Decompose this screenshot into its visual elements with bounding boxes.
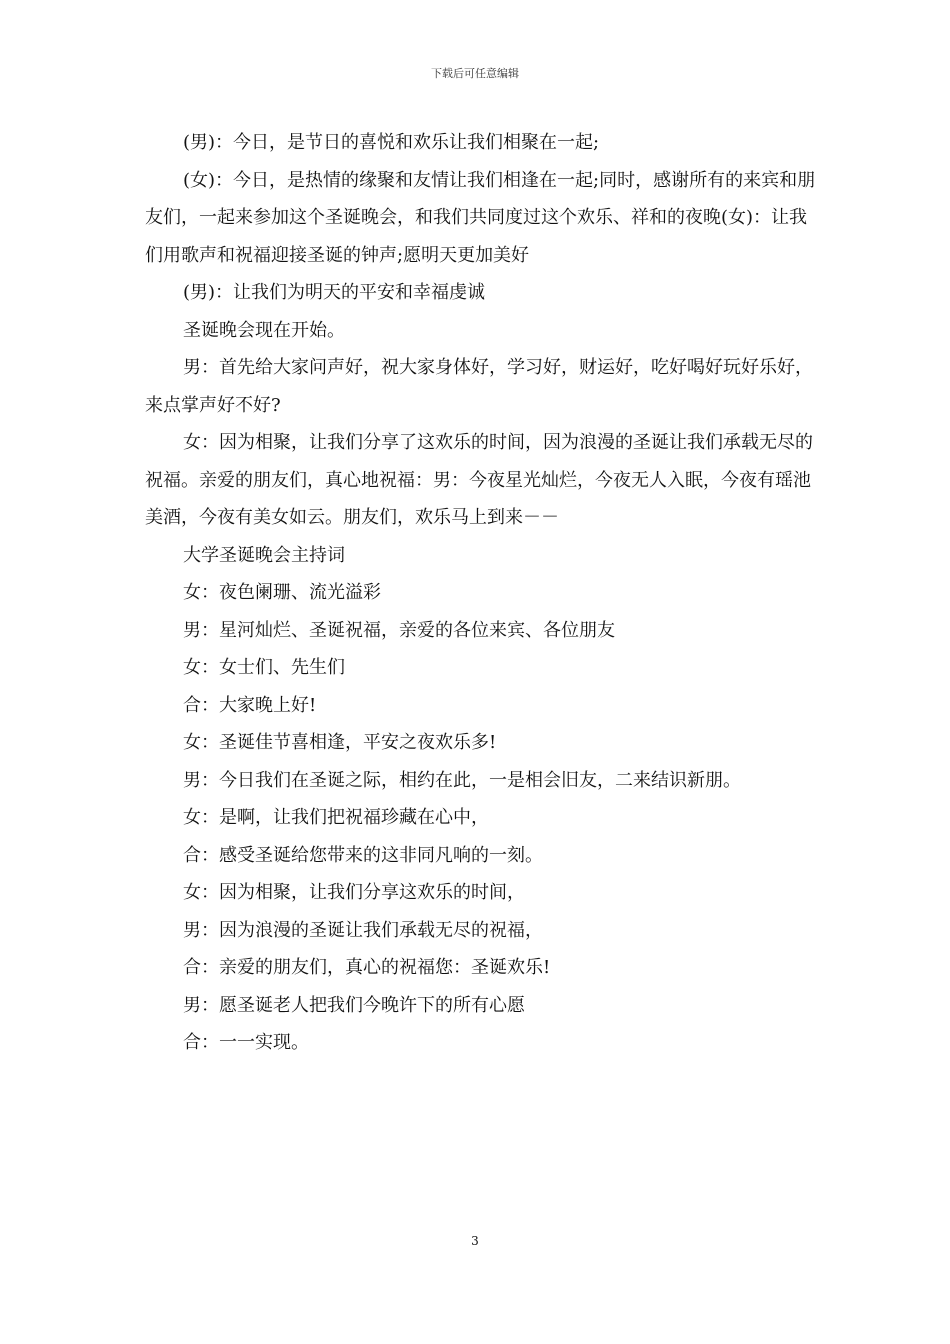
paragraph: 女：夜色阑珊、流光溢彩 (183, 582, 381, 603)
page-number: 3 (471, 1234, 479, 1248)
paragraph: (男)：让我们为明天的平安和幸福虔诚 (183, 282, 486, 303)
section-heading: 大学圣诞晚会主持词 (183, 544, 345, 566)
paragraph: 合：大家晚上好! (183, 694, 317, 716)
paragraph: 合：一一实现。 (183, 1032, 309, 1053)
paragraph: 女：因为相聚，让我们分享了这欢乐的时间，因为浪漫的圣诞让我们承载无尽的祝福。亲爱的朋友们，真心地祝福：男：今夜星光灿烂，今夜无人入眠，今夜有瑶池美酒，今夜有美女如云。朋友们，欢乐马上到来－－ (145, 432, 813, 528)
paragraph: 男：星河灿烂、圣诞祝福，亲爱的各位来宾、各位朋友 (183, 619, 615, 641)
paragraph: 男：首先给大家问声好，祝大家身体好，学习好，财运好，吃好喝好玩好乐好，来点掌声好不好? (145, 357, 813, 416)
paragraph: (男)：今日，是节日的喜悦和欢乐让我们相聚在一起; (183, 132, 600, 153)
paragraph: 女：因为相聚，让我们分享这欢乐的时间， (183, 882, 525, 903)
paragraph: 圣诞晚会现在开始。 (183, 319, 345, 341)
page-header: 下载后可任意编辑 (431, 67, 519, 80)
paragraph: 女：圣诞佳节喜相逢，平安之夜欢乐多! (183, 732, 497, 753)
paragraph: 男：今日我们在圣诞之际，相约在此，一是相会旧友，二来结识新朋。 (183, 769, 741, 791)
paragraph: 男：愿圣诞老人把我们今晚许下的所有心愿 (183, 994, 525, 1016)
paragraph: 合：亲爱的朋友们，真心的祝福您：圣诞欢乐! (183, 957, 551, 978)
paragraph: 女：是啊，让我们把祝福珍藏在心中， (183, 807, 489, 828)
paragraph: 男：因为浪漫的圣诞让我们承载无尽的祝福， (183, 919, 543, 941)
document-body (145, 124, 825, 1062)
paragraph: 合：感受圣诞给您带来的这非同凡响的一刻。 (183, 844, 543, 866)
paragraph: (女)：今日，是热情的缘聚和友情让我们相逢在一起;同时，感谢所有的来宾和朋友们，一起来参加这个圣诞晚会，和我们共同度过这个欢乐、祥和的夜晚(女)：让我们用歌声和祝福迎接圣诞的钟声;愿明天更加美好 (145, 169, 816, 266)
paragraph: 女：女士们、先生们 (183, 657, 345, 678)
